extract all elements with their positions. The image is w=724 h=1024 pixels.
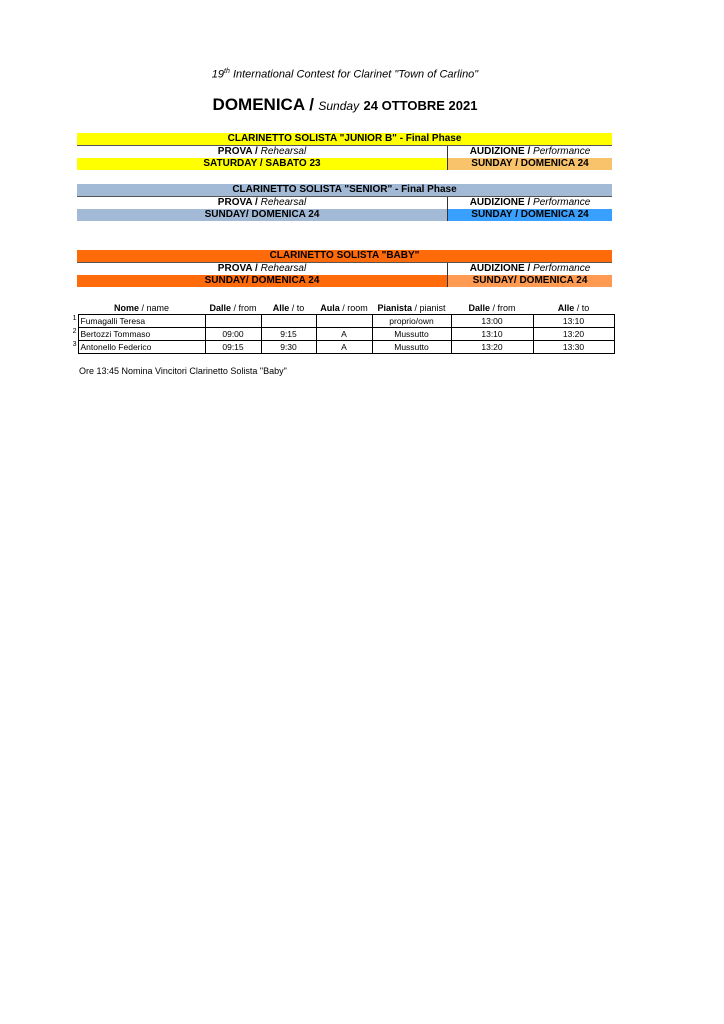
block-value-row — [77, 158, 612, 170]
rehearsal-from: 09:00 — [205, 328, 261, 341]
performance-to: 13:20 — [533, 328, 614, 341]
ordinal-suffix: th — [224, 68, 230, 75]
header-rehearsal-to — [261, 301, 316, 315]
block-label-row — [77, 197, 612, 209]
table-row — [68, 341, 614, 354]
rehearsal-label — [77, 263, 448, 275]
pianist: proprio/own — [372, 315, 451, 328]
block-value-row — [77, 275, 612, 287]
rehearsal-label-italic: Rehearsal — [260, 263, 307, 274]
participant-name: Bertozzi Tommaso — [78, 328, 205, 341]
performance-label-italic: Performance — [533, 263, 591, 274]
rehearsal-label-bold: PROVA / — [217, 146, 258, 157]
header-spacer — [68, 301, 78, 315]
junior-b-block — [77, 133, 612, 170]
pianist: Mussutto — [372, 341, 451, 354]
header-performance-to-rest: / to — [574, 302, 590, 313]
performance-label-bold: AUDIZIONE / — [469, 197, 531, 208]
day-heading — [0, 95, 690, 115]
header-room-rest: / room — [339, 302, 368, 313]
room: A — [316, 341, 372, 354]
rehearsal-day: SATURDAY / SABATO 23 — [77, 158, 448, 170]
header-name-bold: Nome — [113, 302, 139, 313]
rehearsal-label — [77, 197, 448, 209]
performance-label-italic: Performance — [533, 197, 591, 208]
rehearsal-to: 9:15 — [261, 328, 316, 341]
rehearsal-day: SUNDAY/ DOMENICA 24 — [77, 275, 448, 287]
block-label-row — [77, 146, 612, 158]
performance-label — [448, 146, 612, 158]
performance-label — [448, 263, 612, 275]
header-performance-from — [451, 301, 533, 315]
header-performance-from-rest: / from — [490, 302, 516, 313]
performance-from: 13:00 — [451, 315, 533, 328]
performance-label-bold: AUDIZIONE / — [469, 146, 531, 157]
rehearsal-label-bold: PROVA / — [217, 263, 258, 274]
participant-name: Fumagalli Teresa — [78, 315, 205, 328]
schedule-table — [68, 301, 615, 354]
rehearsal-label — [77, 146, 448, 158]
header-performance-to — [533, 301, 614, 315]
header-rehearsal-to-rest: / to — [289, 302, 305, 313]
performance-day: SUNDAY/ DOMENICA 24 — [448, 275, 612, 287]
header-name — [78, 301, 205, 315]
performance-label — [448, 197, 612, 209]
performance-to: 13:10 — [533, 315, 614, 328]
baby-block — [77, 250, 612, 287]
block-label-row — [77, 263, 612, 275]
performance-label-italic: Performance — [533, 146, 591, 157]
performance-day: SUNDAY / DOMENICA 24 — [448, 209, 612, 221]
header-room — [316, 301, 372, 315]
header-pianist-rest: / pianist — [411, 302, 446, 313]
rehearsal-from — [205, 315, 261, 328]
header-name-rest: / name — [139, 302, 170, 313]
contest-name: International Contest for Clarinet "Town of Carlino" — [232, 68, 479, 81]
day-italian: DOMENICA / — [212, 95, 314, 114]
winners-announcement-note: Ore 13:45 Nomina Vincitori Clarinetto Solista "Baby" — [79, 366, 287, 376]
rehearsal-from: 09:15 — [205, 341, 261, 354]
row-number: 3 — [72, 340, 77, 348]
header-room-bold: Aula — [320, 302, 340, 313]
header-pianist-bold: Pianista — [377, 302, 412, 313]
block-title: CLARINETTO SOLISTA "BABY" — [77, 250, 612, 263]
room: A — [316, 328, 372, 341]
header-performance-to-bold: Alle — [557, 302, 575, 313]
performance-to: 13:30 — [533, 341, 614, 354]
header-pianist — [372, 301, 451, 315]
performance-day: SUNDAY / DOMENICA 24 — [448, 158, 612, 170]
row-number: 2 — [72, 327, 77, 335]
header-rehearsal-from-bold: Dalle — [209, 302, 231, 313]
room — [316, 315, 372, 328]
block-title: CLARINETTO SOLISTA "JUNIOR B" - Final Phase — [77, 133, 612, 146]
schedule-header-row — [68, 301, 614, 315]
rehearsal-label-italic: Rehearsal — [260, 146, 307, 157]
rehearsal-label-bold: PROVA / — [217, 197, 258, 208]
performance-from: 13:10 — [451, 328, 533, 341]
participant-name: Antonello Federico — [78, 341, 205, 354]
header-rehearsal-from — [205, 301, 261, 315]
header-rehearsal-from-rest: / from — [231, 302, 257, 313]
pianist: Mussutto — [372, 328, 451, 341]
performance-label-bold: AUDIZIONE / — [469, 263, 531, 274]
contest-title — [0, 68, 690, 81]
table-row — [68, 315, 614, 328]
rehearsal-to — [261, 315, 316, 328]
ordinal-number: 19 — [211, 68, 225, 81]
header-rehearsal-to-bold: Alle — [272, 302, 290, 313]
senior-block — [77, 184, 612, 221]
performance-from: 13:20 — [451, 341, 533, 354]
rehearsal-label-italic: Rehearsal — [260, 197, 307, 208]
row-number: 1 — [72, 314, 77, 322]
day-english: Sunday — [318, 99, 360, 113]
header-performance-from-bold: Dalle — [468, 302, 490, 313]
rehearsal-day: SUNDAY/ DOMENICA 24 — [77, 209, 448, 221]
rehearsal-to: 9:30 — [261, 341, 316, 354]
block-value-row — [77, 209, 612, 221]
table-row — [68, 328, 614, 341]
event-date: 24 OTTOBRE 2021 — [363, 98, 478, 113]
block-title: CLARINETTO SOLISTA "SENIOR" - Final Phase — [77, 184, 612, 197]
